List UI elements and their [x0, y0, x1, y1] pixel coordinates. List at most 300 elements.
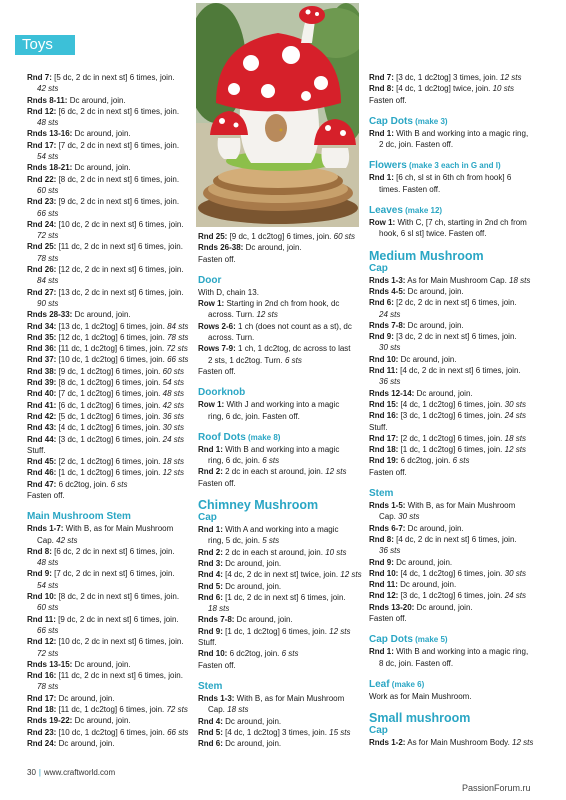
instruction-text: [5 dc, 1 dc2tog] 6 times, join. — [56, 411, 163, 421]
instruction-line — [27, 298, 190, 309]
heading-text: Cap Dots — [369, 634, 413, 646]
instruction-text: Stuff. — [369, 422, 388, 432]
instruction-text: [3 dc, 1 dc2tog] 6 times, join. — [398, 411, 505, 421]
instruction-line — [27, 174, 190, 185]
round-label: Rnd 4: — [198, 570, 223, 580]
instruction-text: [9 dc, 2 dc in next st] 6 times, join. — [55, 614, 179, 624]
instruction-line — [27, 275, 190, 286]
instruction-line — [369, 275, 534, 286]
round-label: Rnd 17: — [27, 140, 57, 150]
round-label: Rnds 7-8: — [198, 615, 235, 625]
round-label: Rnd 10: — [27, 592, 57, 602]
stitch-count: 6 sts — [452, 456, 470, 466]
instruction-line — [369, 658, 534, 669]
instruction-text: across. Turn. — [208, 333, 255, 343]
stitch-count: 10 sts — [325, 547, 347, 557]
section-heading — [369, 678, 534, 691]
stitch-count: 84 sts — [167, 321, 189, 331]
round-label: Row 1: — [198, 299, 225, 309]
heading-text: Doorknob — [198, 387, 246, 399]
instruction-text: 2 sts, 1 dc2tog. Turn. — [208, 355, 285, 365]
stitch-count: 18 sts — [162, 457, 184, 467]
heading-note: (make 12) — [402, 206, 443, 216]
instruction-line — [27, 727, 190, 738]
round-label: Rnd 2: — [198, 467, 223, 477]
instruction-text: Dc around, join. — [397, 580, 457, 590]
stitch-count: 42 sts — [162, 400, 184, 410]
round-label: Rnd 7: — [369, 73, 394, 82]
column-right — [369, 72, 534, 748]
round-label: Rnd 9: — [27, 569, 52, 579]
instruction-text: Fasten off. — [369, 613, 407, 623]
instruction-line — [27, 434, 190, 445]
instruction-line — [27, 366, 190, 377]
instruction-text: Dc around, join. — [222, 739, 282, 749]
instruction-text: Cap. — [379, 512, 399, 522]
instruction-text: With B and working into a magic ring, — [393, 128, 529, 138]
instruction-text: [13 dc, 1 dc2tog] 6 times, join. — [56, 321, 168, 331]
round-label: Rnd 5: — [198, 727, 223, 737]
round-label: Rows 7-9: — [198, 344, 236, 354]
round-label: Rnd 22: — [27, 174, 57, 184]
instruction-line — [27, 568, 190, 579]
instruction-text: Fasten off. — [27, 490, 65, 500]
instruction-line — [27, 580, 190, 591]
instruction-line — [27, 535, 190, 546]
stitch-count: 18 sts — [208, 604, 230, 614]
stitch-count: 24 sts — [504, 411, 526, 421]
stitch-count: 30 sts — [379, 343, 401, 353]
instruction-text: [13 dc, 2 dc in next st] 6 times, join. — [56, 287, 184, 297]
round-label: Rnds 26-38: — [198, 243, 244, 253]
round-label: Rnd 27: — [27, 287, 57, 297]
instruction-line — [27, 648, 190, 659]
heading-note: (make 6) — [389, 679, 425, 689]
instruction-text: With D, chain 13. — [198, 287, 259, 297]
instruction-line — [198, 321, 358, 332]
instruction-text: [10 dc, 1 dc2tog] 6 times, join. — [56, 355, 168, 365]
instruction-line — [369, 172, 534, 183]
round-label: Rnd 9: — [369, 332, 394, 342]
stitch-count: 72 sts — [37, 648, 59, 658]
heading-text: Stem — [369, 488, 394, 500]
round-label: Rnd 16: — [369, 411, 399, 421]
instruction-line — [27, 241, 190, 252]
instruction-text: [7 dc, 1 dc2tog] 6 times, join. — [56, 389, 163, 399]
instruction-text: As for Main Mushroom Cap. — [405, 275, 510, 285]
instruction-text: times. Fasten off. — [379, 184, 441, 194]
instruction-line — [369, 691, 534, 702]
heading-text: Cap — [369, 725, 388, 737]
instruction-line — [27, 445, 190, 456]
instruction-text: With B, as for Main Mushroom — [234, 693, 345, 703]
stitch-count: 36 sts — [379, 377, 401, 387]
instruction-text: With J and working into a magic — [224, 400, 340, 410]
section-heading — [198, 680, 358, 693]
round-label: Rnd 1: — [198, 525, 223, 535]
instruction-text: With B and working into a magic — [222, 444, 340, 454]
instruction-line — [27, 264, 190, 275]
instruction-line — [198, 466, 358, 477]
round-label: Rnds 1-3: — [198, 693, 235, 703]
instruction-text: Dc around, join. — [56, 693, 115, 703]
instruction-line — [27, 681, 190, 692]
instruction-line — [27, 377, 190, 388]
round-label: Rnd 11: — [369, 580, 398, 590]
section-heading — [369, 115, 534, 128]
stitch-count: 42 sts — [56, 535, 78, 545]
stitch-count: 24 sts — [504, 591, 526, 601]
instruction-line — [369, 557, 534, 568]
instruction-text: Dc around, join. — [72, 659, 131, 669]
instruction-text: Dc around, join. — [72, 310, 131, 320]
instruction-line — [198, 399, 358, 410]
round-label: Rnd 9: — [369, 557, 394, 567]
instruction-line — [198, 242, 358, 253]
stitch-count: 90 sts — [37, 298, 59, 308]
instruction-text: [4 dc, 2 dc in next st] 6 times, join. — [397, 366, 521, 376]
instruction-text: ring, 5 dc, join. — [208, 536, 263, 546]
instruction-text: With B and working into a magic ring, — [393, 647, 529, 657]
instruction-text: With A and working into a magic — [222, 525, 339, 535]
instruction-line — [198, 603, 358, 614]
instruction-line — [198, 660, 358, 671]
instruction-text: [10 dc, 1 dc2tog] 6 times, join. — [56, 727, 168, 737]
instruction-line — [27, 162, 190, 173]
instruction-text: [7 dc, 2 dc in next st] 6 times, join. — [56, 140, 180, 150]
round-label: Rnd 6: — [198, 592, 223, 602]
instruction-text: [2 dc, 1 dc2tog] 6 times, join. — [398, 433, 505, 443]
instruction-line — [27, 72, 190, 83]
heading-text: Flowers — [369, 160, 407, 172]
instruction-line — [369, 579, 534, 590]
instruction-line — [369, 128, 534, 139]
instruction-line — [198, 693, 358, 704]
instruction-text: Dc around, join. — [414, 602, 473, 612]
page-number: 30 — [27, 768, 36, 777]
heading-text: Chimney Mushroom — [198, 498, 319, 513]
instruction-text: 6 dc2tog, join. — [398, 456, 453, 466]
instruction-line — [369, 376, 534, 387]
instruction-text: 1 ch, 1 dc2tog, dc across to last — [235, 344, 351, 354]
instruction-text: [8 dc, 1 dc2tog] 6 times, join. — [56, 378, 163, 388]
instruction-line — [369, 342, 534, 353]
page-footer — [27, 768, 115, 777]
instruction-text: [10 dc, 2 dc in next st] 6 times, join. — [56, 219, 184, 229]
instruction-line — [27, 670, 190, 681]
instruction-text: [7 dc, 2 dc in next st] 6 times, join. — [51, 569, 175, 579]
instruction-text: [4 dc, 2 dc in next st] 6 times, join. — [393, 534, 517, 544]
instruction-line — [198, 478, 358, 489]
section-heading — [369, 159, 534, 172]
section-heading — [27, 510, 190, 523]
instruction-text: [6 dc, 1 dc2tog] 6 times, join. — [56, 400, 163, 410]
spacer — [369, 478, 534, 484]
instruction-line — [27, 715, 190, 726]
round-label: Rnd 3: — [198, 558, 223, 568]
instruction-text: [4 dc, 1 dc2tog] 3 times, join. — [222, 727, 330, 737]
round-label: Rnd 25: — [198, 232, 228, 241]
heading-text: Leaves — [369, 205, 403, 217]
instruction-line — [369, 646, 534, 657]
stitch-count: 48 sts — [37, 558, 59, 568]
round-label: Rnd 1: — [369, 173, 394, 183]
stitch-count: 30 sts — [398, 512, 420, 522]
stitch-count: 54 sts — [162, 378, 184, 388]
instruction-text: With C, [7 ch, starting in 2nd ch from — [395, 218, 527, 228]
instruction-text: Cap. — [208, 705, 228, 715]
instruction-text: Stuff. — [27, 445, 46, 455]
round-label: Rnd 25: — [27, 242, 57, 252]
stitch-count: 60 sts — [37, 185, 59, 195]
stitch-count: 78 sts — [167, 332, 189, 342]
instruction-text: [8 dc, 2 dc in next st] 6 times, join. — [56, 592, 180, 602]
round-label: Rnds 1-3: — [369, 275, 406, 285]
instruction-line — [27, 557, 190, 568]
instruction-line — [27, 83, 190, 94]
instruction-text: Dc around, join. — [56, 738, 115, 748]
instruction-text: across. Turn. — [208, 310, 257, 320]
instruction-text: [4 dc, 2 dc in next st] twice, join. — [222, 570, 341, 580]
instruction-line — [27, 230, 190, 241]
round-label: Rnds 13-20: — [369, 602, 415, 612]
round-label: Rnd 40: — [27, 389, 57, 399]
instruction-line — [369, 139, 534, 150]
round-label: Rnds 19-22: — [27, 716, 73, 726]
instruction-text: [6 dc, 2 dc in next st] 6 times, join. — [56, 106, 180, 116]
stitch-count: 12 sts — [329, 626, 351, 636]
instruction-line — [198, 648, 358, 659]
instruction-text: 2 dc in each st around, join. — [222, 547, 326, 557]
round-label: Rnd 18: — [27, 705, 57, 715]
instruction-line — [369, 602, 534, 613]
instruction-text: [11 dc, 1 dc2tog] 6 times, join. — [56, 705, 167, 715]
instruction-text: 6 dc2tog, join. — [56, 479, 111, 489]
instruction-line — [198, 231, 358, 242]
instruction-line — [198, 366, 358, 377]
stitch-count: 12 sts — [325, 467, 347, 477]
section-heading — [369, 249, 534, 263]
instruction-line — [369, 410, 534, 421]
round-label: Rnd 10: — [369, 354, 399, 364]
instruction-text: Dc around, join. — [405, 523, 464, 533]
instruction-line — [27, 95, 190, 106]
instruction-line — [27, 117, 190, 128]
instruction-text: Dc around, join. — [234, 615, 293, 625]
instruction-text: ring, 6 dc, join. — [208, 456, 263, 466]
round-label: Rnd 12: — [27, 106, 57, 116]
round-label: Rnd 1: — [198, 444, 223, 454]
round-label: Rnd 1: — [369, 128, 394, 138]
round-label: Rnds 13-16: — [27, 129, 73, 139]
section-heading — [369, 725, 534, 737]
instruction-text: [3 dc, 1 dc2tog] 3 times, join. — [393, 73, 501, 82]
instruction-line — [198, 411, 358, 422]
instruction-text: [10 dc, 2 dc in next st] 6 times, join. — [56, 637, 184, 647]
instruction-text: Dc around, join. — [72, 716, 131, 726]
stitch-count: 78 sts — [37, 253, 59, 263]
spacer — [369, 150, 534, 156]
column-middle — [198, 231, 362, 749]
spacer — [369, 195, 534, 201]
heading-text: Cap — [369, 262, 388, 274]
instruction-text: Work as for Main Mushroom. — [369, 691, 472, 701]
instruction-line — [27, 400, 190, 411]
instruction-line — [198, 355, 358, 366]
instruction-line — [369, 72, 534, 83]
heading-text: Main Mushroom Stem — [27, 511, 131, 523]
instruction-line — [369, 184, 534, 195]
section-heading — [198, 512, 358, 524]
instruction-line — [27, 106, 190, 117]
stitch-count: 5 sts — [262, 536, 280, 546]
column-left — [27, 72, 190, 749]
instruction-line — [27, 636, 190, 647]
round-label: Rnds 28-33: — [27, 310, 73, 320]
stitch-count: 48 sts — [162, 389, 184, 399]
instruction-text: [6 dc, 2 dc in next st] 6 times, join. — [51, 546, 175, 556]
instruction-line — [198, 298, 358, 309]
round-label: Rnd 42: — [27, 411, 57, 421]
instruction-line — [27, 208, 190, 219]
round-label: Rnds 13-15: — [27, 659, 73, 669]
stitch-count: 12 sts — [504, 445, 526, 455]
round-label: Rnd 43: — [27, 423, 57, 433]
instruction-text: Stuff. — [198, 638, 217, 648]
round-label: Rnd 47: — [27, 479, 57, 489]
round-label: Rnd 12: — [27, 637, 57, 647]
instruction-text: [11 dc, 1 dc2tog] 6 times, join. — [56, 344, 167, 354]
instruction-line — [369, 433, 534, 444]
instruction-text: Starting in 2nd ch from hook, dc — [224, 299, 340, 309]
heading-text: Door — [198, 274, 222, 286]
instruction-line — [27, 185, 190, 196]
instruction-line — [27, 253, 190, 264]
instruction-line — [27, 321, 190, 332]
instruction-line — [198, 455, 358, 466]
instruction-line — [369, 228, 534, 239]
round-label: Rnds 6-7: — [369, 523, 406, 533]
instruction-line — [369, 331, 534, 342]
instruction-text: Dc around, join. — [405, 320, 464, 330]
heading-note: (make 8) — [245, 432, 281, 442]
instruction-text: 2 dc in each st around, join. — [222, 467, 326, 477]
instruction-line — [369, 388, 534, 399]
round-label: Rnds 1-2: — [369, 738, 406, 748]
round-label: Rnd 34: — [27, 321, 57, 331]
website-link[interactable]: www.craftworld.com — [43, 768, 116, 777]
instruction-line — [27, 343, 190, 354]
round-label: Rnd 37: — [27, 355, 57, 365]
stitch-count: 15 sts — [329, 727, 351, 737]
round-label: Rnd 6: — [369, 298, 394, 308]
instruction-text: Cap. — [37, 535, 57, 545]
round-label: Rnd 8: — [369, 84, 394, 94]
round-label: Rnd 10: — [369, 568, 399, 578]
round-label: Rnds 12-14: — [369, 388, 415, 398]
round-label: Rnd 23: — [27, 727, 57, 737]
instruction-text: With B, as for Main Mushroom — [405, 501, 516, 511]
stitch-count: 18 sts — [509, 275, 531, 285]
stitch-count: 30 sts — [504, 399, 526, 409]
round-label: Rnds 18-21: — [27, 163, 73, 173]
instruction-line — [27, 128, 190, 139]
stitch-count: 24 sts — [379, 309, 401, 319]
instruction-text: [9 dc, 1 dc2tog] 6 times, join. — [56, 366, 163, 376]
instruction-text: 1 ch (does not count as a st), dc — [235, 321, 352, 331]
instruction-line — [369, 467, 534, 478]
instruction-line — [198, 254, 358, 265]
instruction-line — [369, 95, 534, 106]
section-heading — [369, 263, 534, 275]
instruction-line — [198, 332, 358, 343]
stitch-count: 72 sts — [166, 705, 188, 715]
heading-text: Small mushroom — [369, 711, 471, 726]
stitch-count: 48 sts — [37, 118, 59, 128]
round-label: Rnd 39: — [27, 378, 57, 388]
instruction-line — [27, 546, 190, 557]
instruction-line — [369, 500, 534, 511]
round-label: Rnd 17: — [369, 433, 399, 443]
instruction-text: [3 dc, 1 dc2tog] 6 times, join. — [56, 434, 163, 444]
instruction-line — [369, 613, 534, 624]
round-label: Rnd 12: — [369, 591, 399, 601]
round-label: Rnd 16: — [27, 671, 57, 681]
instruction-line — [27, 388, 190, 399]
instruction-line — [198, 592, 358, 603]
instruction-line — [27, 693, 190, 704]
round-label: Rnds 1-7: — [27, 524, 64, 534]
instruction-line — [369, 399, 534, 410]
instruction-line — [369, 286, 534, 297]
heading-note: (make 5) — [412, 635, 448, 645]
spacer — [198, 265, 358, 271]
round-label: Rnd 23: — [27, 197, 57, 207]
heading-text: Cap — [198, 512, 217, 524]
instruction-line — [27, 354, 190, 365]
instruction-text: ring, 6 dc, join. Fasten off. — [208, 411, 300, 421]
instruction-line — [369, 422, 534, 433]
stitch-count: 60 sts — [333, 232, 355, 241]
instruction-text: Dc around, join. — [243, 243, 302, 253]
spacer — [198, 377, 358, 383]
round-label: Rnd 2: — [198, 547, 223, 557]
instruction-text: [5 dc, 2 dc in next st] 6 times, join. — [51, 73, 175, 82]
round-label: Row 1: — [369, 218, 396, 228]
stitch-count: 66 sts — [37, 208, 59, 218]
stitch-count: 12 sts — [500, 73, 522, 82]
instruction-text: [4 dc, 1 dc2tog] 6 times, join. — [56, 423, 163, 433]
stitch-count: 36 sts — [379, 546, 401, 556]
stitch-count: 66 sts — [167, 727, 189, 737]
instruction-text: [2 dc, 2 dc in next st] 6 times, join. — [393, 298, 517, 308]
stitch-count: 54 sts — [37, 152, 59, 162]
instruction-line — [198, 738, 358, 749]
round-label: Rnd 6: — [198, 739, 223, 749]
footer-separator: | — [38, 768, 41, 777]
instruction-line — [198, 704, 358, 715]
instruction-line — [27, 456, 190, 467]
round-label: Rnd 1: — [369, 647, 394, 657]
instruction-text: [8 dc, 2 dc in next st] 6 times, join. — [56, 174, 180, 184]
section-heading — [369, 204, 534, 217]
section-heading — [198, 274, 358, 287]
instruction-text: Fasten off. — [369, 95, 407, 105]
stitch-count: 72 sts — [166, 344, 188, 354]
round-label: Rnds 8-11: — [27, 95, 68, 105]
stitch-count: 12 sts — [162, 468, 184, 478]
instruction-text: [4 dc, 1 dc2tog] twice, join. — [393, 84, 493, 94]
